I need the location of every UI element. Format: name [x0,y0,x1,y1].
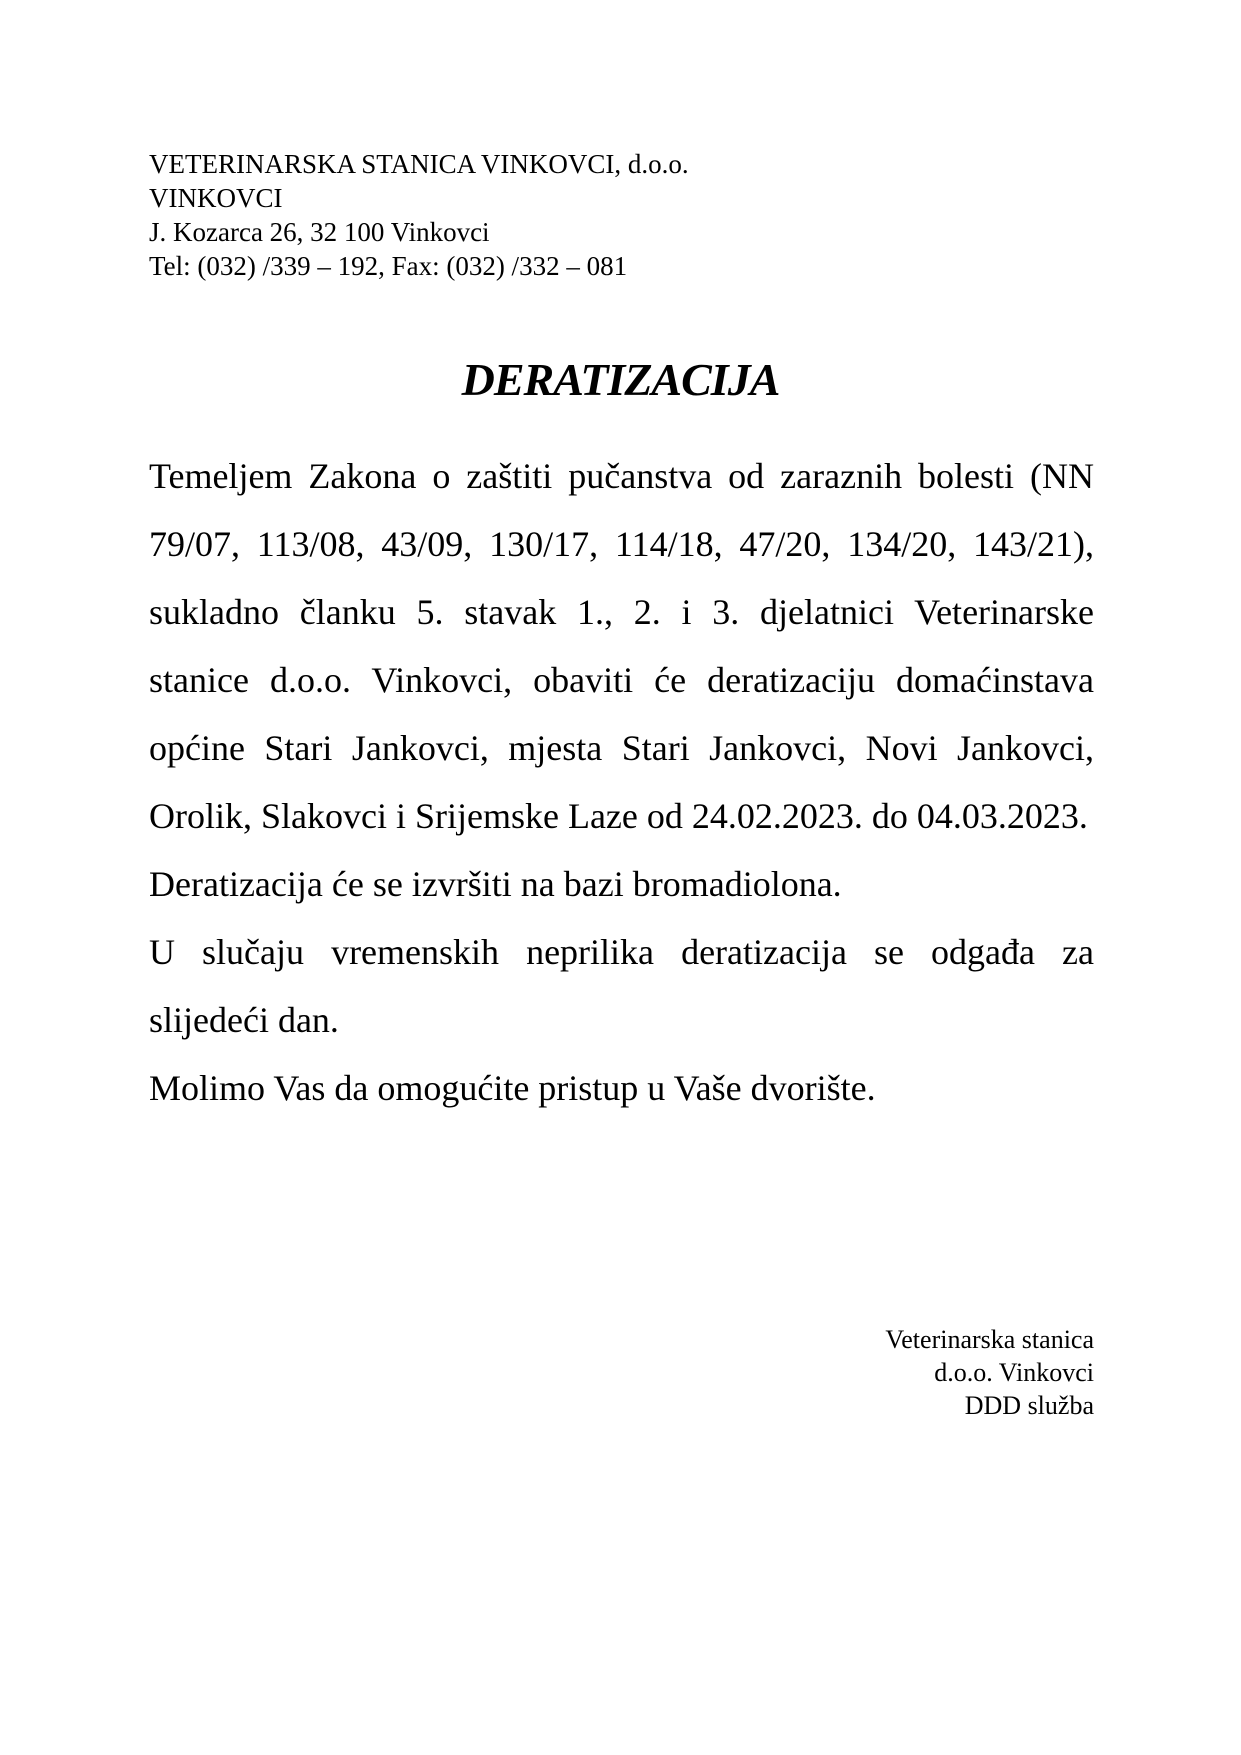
company-address: J. Kozarca 26, 32 100 Vinkovci [149,217,490,247]
notice-paragraph-weather: U slučaju vremenskih neprilika deratizacija se odgađa za slijedeći dan. [149,932,1094,1040]
company-city: VINKOVCI [149,183,283,213]
notice-paragraph-substance: Deratizacija će se izvršiti na bazi bromadiolona. [149,864,842,904]
company-contact: Tel: (032) /339 – 192, Fax: (032) /332 – 081 [149,251,628,281]
signature-line-1: Veterinarska stanica [885,1325,1094,1354]
notice-paragraph-request: Molimo Vas da omogućite pristup u Vaše dvorište. [149,1068,876,1108]
signature-line-2: d.o.o. Vinkovci [934,1358,1094,1387]
company-name: VETERINARSKA STANICA VINKOVCI, d.o.o. [149,149,689,179]
notice-body [149,442,1094,1122]
document-title: DERATIZACIJA [461,354,780,405]
signature-line-3: DDD služba [964,1391,1094,1420]
signature-block [694,1323,1094,1422]
letterhead [149,147,949,283]
notice-paragraph-legal-basis: Temeljem Zakona o zaštiti pučanstva od zaraznih bolesti (NN 79/07, 113/08, 43/09, 130/17, 114/18, 47/20, 134/20, 143/21), sukladno članku 5. stavak 1., 2. i 3. djelatnici Veterinarske stanice d.o.o. Vinkovci, obaviti će deratizaciju domaćinstava općine Stari Jankovci, mjesta Stari Jankovci, Novi Jankovci, Orolik, Slakovci i Srijemske Laze od 24.02.2023. do 04.03.2023. [149,456,1094,836]
